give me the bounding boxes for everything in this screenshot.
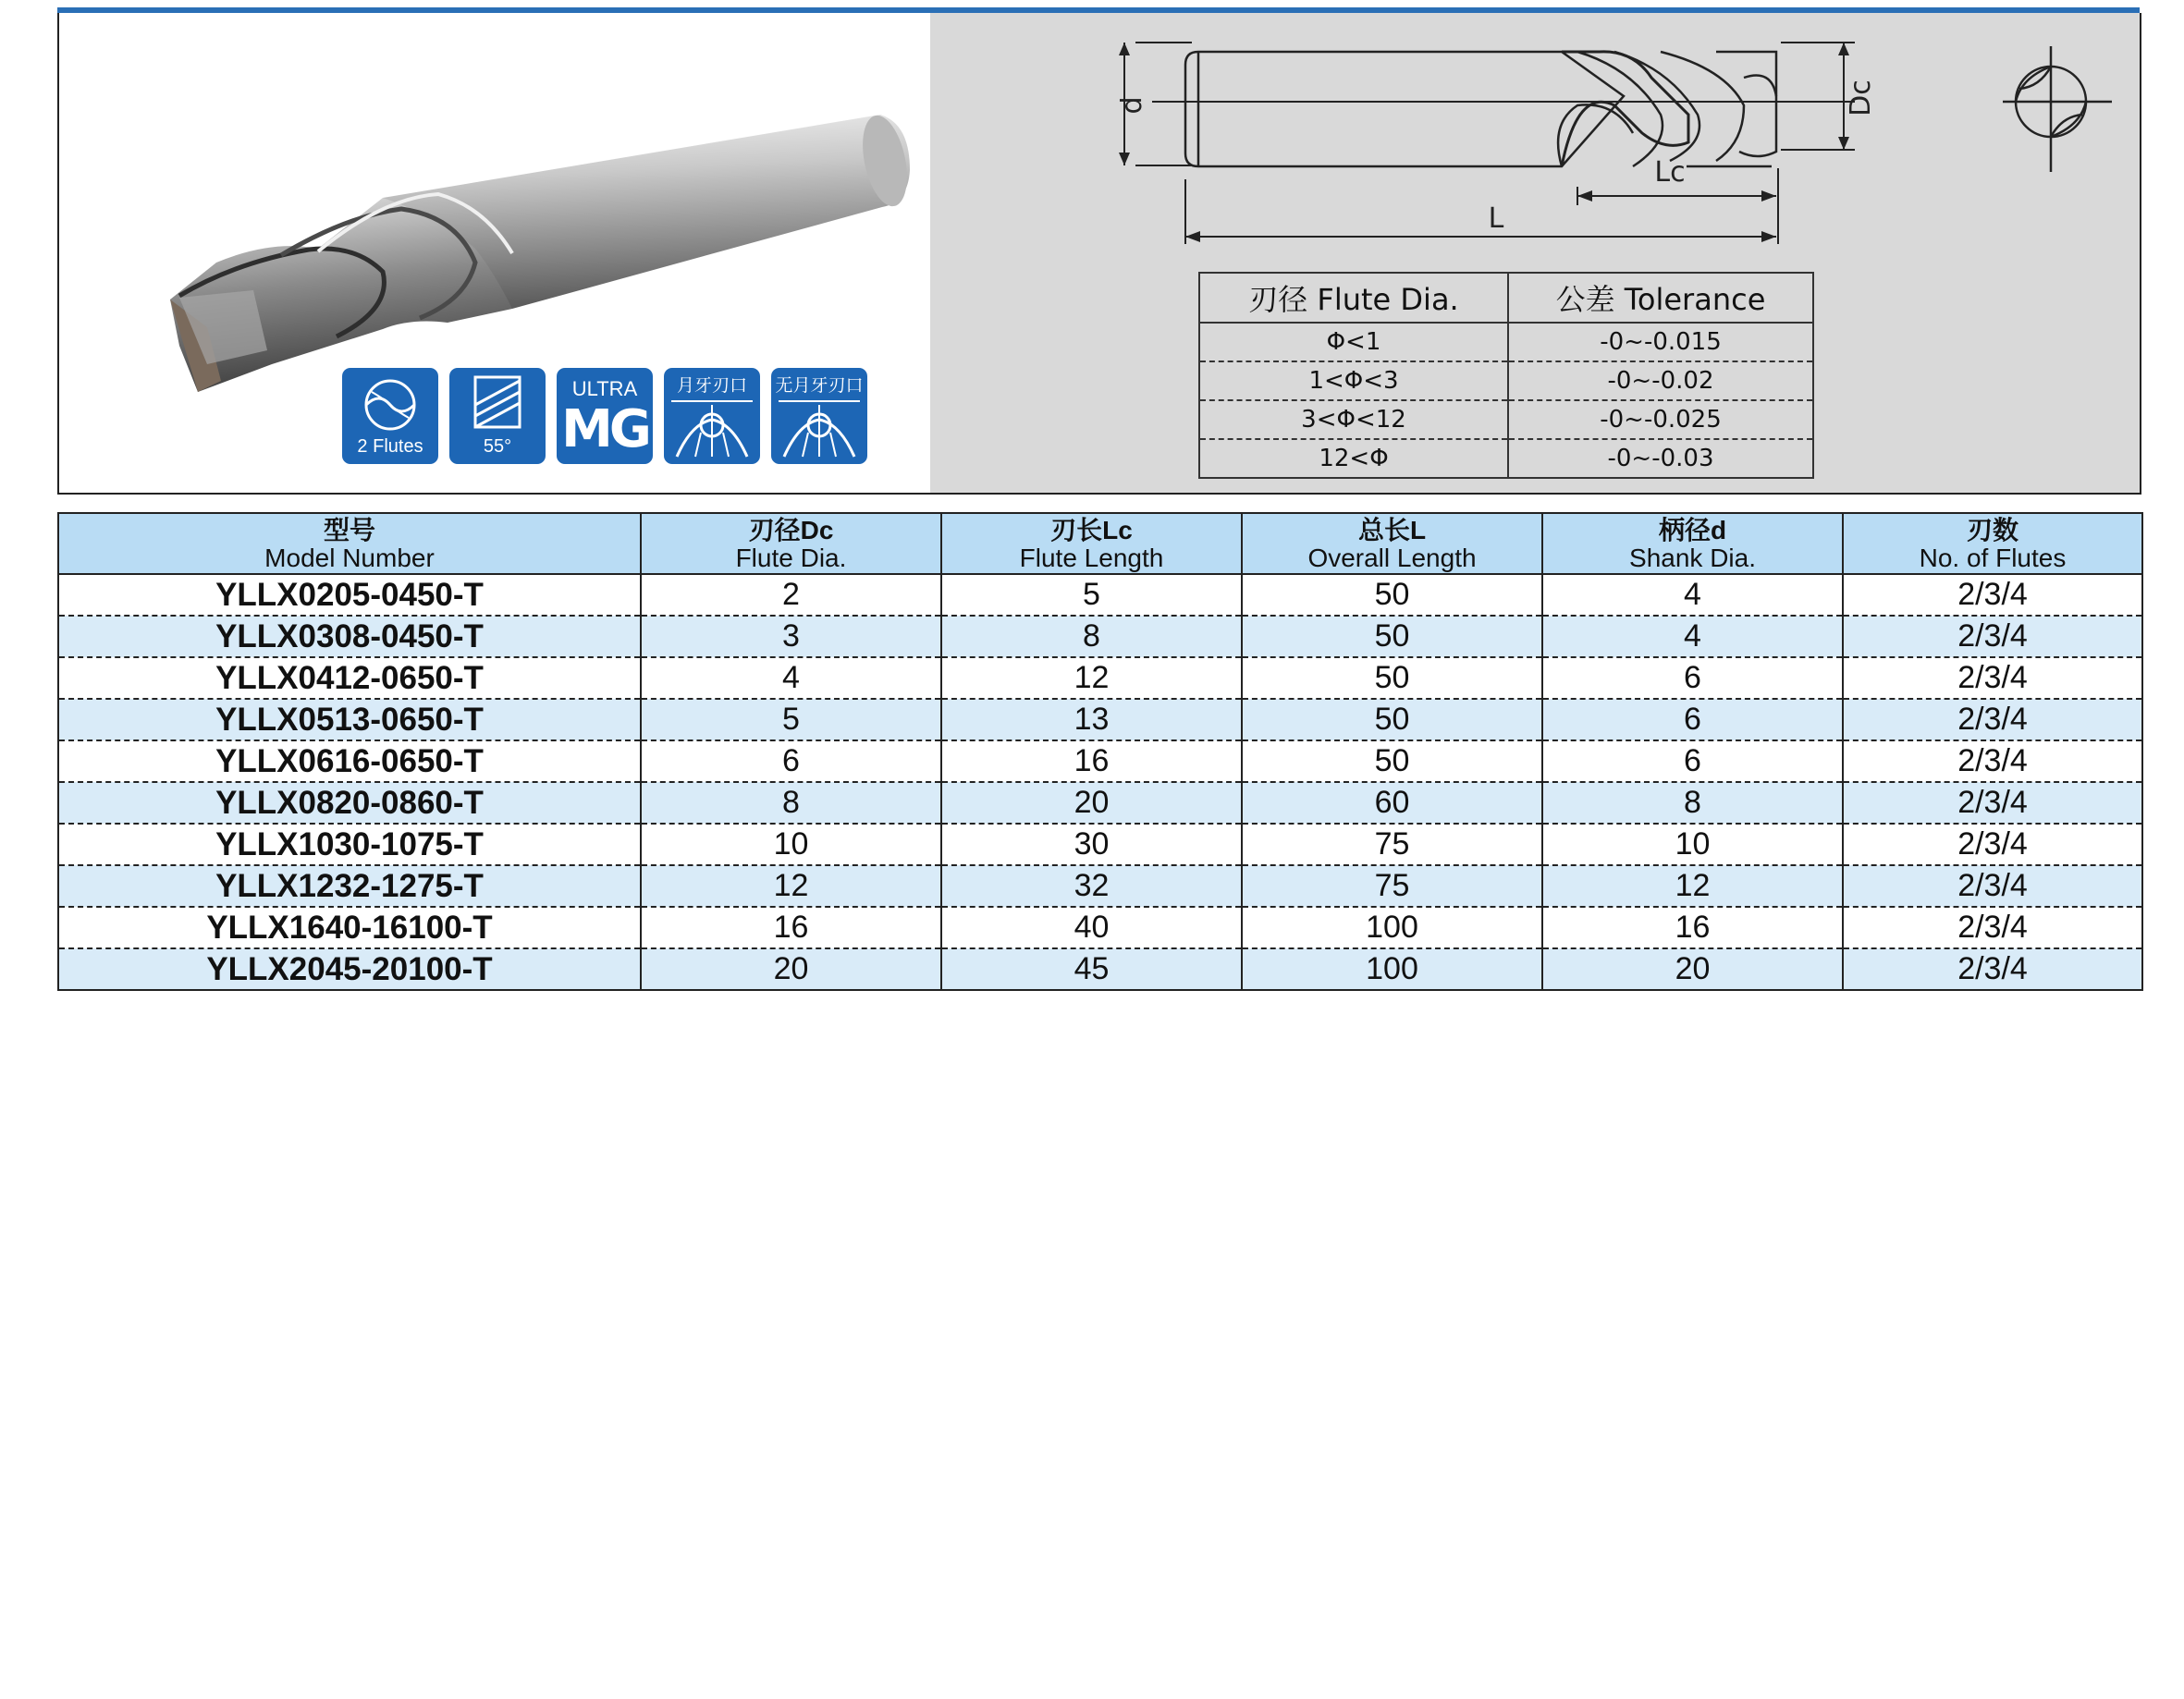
model-number: YLLX0513-0650-T [58,699,641,740]
header-en: Model Number [264,544,435,572]
overall-length: 50 [1242,740,1542,782]
cutting-edge-alt-icon [771,368,867,464]
overall-length: 50 [1242,574,1542,616]
model-number: YLLX0412-0650-T [58,657,641,699]
table-row [58,657,2142,699]
tolerance-row [1199,323,1813,361]
tolerance-range: 12<Φ [1199,439,1508,478]
table-row [58,824,2142,865]
flute-dia: 6 [641,740,941,782]
model-number: YLLX2045-20100-T [58,948,641,990]
table-row [58,574,2142,616]
tolerance-range: 3<Φ<12 [1199,400,1508,439]
overall-length: 100 [1242,907,1542,948]
flute-length: 5 [941,574,1242,616]
header-flute-count [1843,513,2142,574]
shank-dia: 12 [1542,865,1843,907]
ultra-mg-icon-top: ULTRA [571,377,638,400]
header-en: Shank Dia. [1629,544,1756,572]
shank-dia: 6 [1542,657,1843,699]
tolerance-range: 1<Φ<3 [1199,361,1508,400]
tolerance-row [1199,439,1813,478]
tolerance-value: -0~-0.025 [1508,400,1813,439]
end-view-icon [2003,46,2112,172]
tolerance-header-tolerance: 公差 Tolerance [1508,273,1813,323]
flute-length-label: Lc [1654,156,1686,189]
flute-dia: 12 [641,865,941,907]
badge-label: 2 Flutes [357,436,423,457]
header-cn: 总长L [1357,516,1427,544]
model-number: YLLX0308-0450-T [58,616,641,657]
shank-dia: 8 [1542,782,1843,824]
header-flute-dia [641,513,941,574]
overall-length: 75 [1242,824,1542,865]
flute-length: 45 [941,948,1242,990]
tolerance-value: -0~-0.02 [1508,361,1813,400]
shank-dia: 6 [1542,699,1843,740]
badge-label: 55° [483,436,512,457]
overall-length-label: L [1488,202,1504,235]
table-row [58,616,2142,657]
ultra-mg-icon: MG [561,399,648,459]
flute-length: 30 [941,824,1242,865]
flute-count: 2/3/4 [1843,616,2142,657]
flute-length: 13 [941,699,1242,740]
shank-dia: 20 [1542,948,1843,990]
flute-length: 32 [941,865,1242,907]
table-row [58,948,2142,990]
flute-length: 16 [941,740,1242,782]
shank-dia: 6 [1542,740,1843,782]
header-overall-length [1242,513,1542,574]
flute-count: 2/3/4 [1843,782,2142,824]
flute-dia: 16 [641,907,941,948]
flute-dia: 3 [641,616,941,657]
model-number: YLLX0205-0450-T [58,574,641,616]
tolerance-row [1199,400,1813,439]
flute-length: 40 [941,907,1242,948]
model-number: YLLX1030-1075-T [58,824,641,865]
header-flute-length [941,513,1242,574]
table-row [58,699,2142,740]
model-number: YLLX1640-16100-T [58,907,641,948]
header-en: Flute Dia. [735,544,847,572]
specification-table [57,512,2143,991]
header-en: Flute Length [1019,544,1164,572]
flute-dia: 4 [641,657,941,699]
badge-no-crescent-edge [771,368,867,464]
flute-dia: 5 [641,699,941,740]
badge-label: 月牙刃口 [676,376,747,396]
flute-length: 8 [941,616,1242,657]
table-row [58,740,2142,782]
tolerance-value: -0~-0.015 [1508,323,1813,361]
overall-length: 100 [1242,948,1542,990]
header-cn: 刃数 [1966,516,2018,544]
flute-count: 2/3/4 [1843,657,2142,699]
shank-dia: 4 [1542,616,1843,657]
shank-dia: 16 [1542,907,1843,948]
header-en: Overall Length [1307,544,1477,572]
tolerance-value: -0~-0.03 [1508,439,1813,478]
technical-drawing-area [930,13,2140,493]
header-model-number [58,513,641,574]
flute-count: 2/3/4 [1843,948,2142,990]
overall-length: 50 [1242,657,1542,699]
shank-diameter-label: d [1116,96,1148,115]
header-cn: 型号 [323,516,375,544]
spec-header-row [58,513,2142,574]
flute-count: 2/3/4 [1843,824,2142,865]
flute-dia: 10 [641,824,941,865]
model-number: YLLX1232-1275-T [58,865,641,907]
flute-dia: 8 [641,782,941,824]
badge-2-flutes [342,368,438,464]
end-mill-dimension-drawing [930,13,2140,272]
badge-helix-angle [449,368,546,464]
flute-count: 2/3/4 [1843,865,2142,907]
overall-length: 75 [1242,865,1542,907]
flute-count: 2/3/4 [1843,574,2142,616]
badge-crescent-edge [664,368,760,464]
shank-dia: 10 [1542,824,1843,865]
flute-count: 2/3/4 [1843,740,2142,782]
flute-count: 2/3/4 [1843,699,2142,740]
flute-dia: 20 [641,948,941,990]
header-en: No. of Flutes [1919,544,2067,572]
tolerance-table [1198,272,1814,479]
tolerance-row [1199,361,1813,400]
product-photo-area [59,13,930,493]
overall-length: 50 [1242,616,1542,657]
flute-dia: 2 [641,574,941,616]
model-number: YLLX0820-0860-T [58,782,641,824]
shank-dia: 4 [1542,574,1843,616]
header-cn: 刃径Dc [748,516,834,544]
cutting-edge-icon [664,368,760,464]
header-shank-dia [1542,513,1843,574]
overall-length: 50 [1242,699,1542,740]
flute-length: 12 [941,657,1242,699]
overall-length: 60 [1242,782,1542,824]
table-row [58,782,2142,824]
header-cn: 刃长Lc [1050,516,1133,544]
badge-ultra-mg [557,368,653,464]
flute-diameter-label: Dc [1845,79,1877,116]
table-row [58,907,2142,948]
tolerance-header-flute-dia: 刃径 Flute Dia. [1199,273,1508,323]
badge-label: 无月牙刃口 [775,376,864,396]
product-header-panel [57,13,2141,495]
tolerance-range: Φ<1 [1199,323,1508,361]
table-row [58,865,2142,907]
model-number: YLLX0616-0650-T [58,740,641,782]
flute-length: 20 [941,782,1242,824]
flute-count: 2/3/4 [1843,907,2142,948]
header-cn: 柄径d [1658,516,1727,544]
